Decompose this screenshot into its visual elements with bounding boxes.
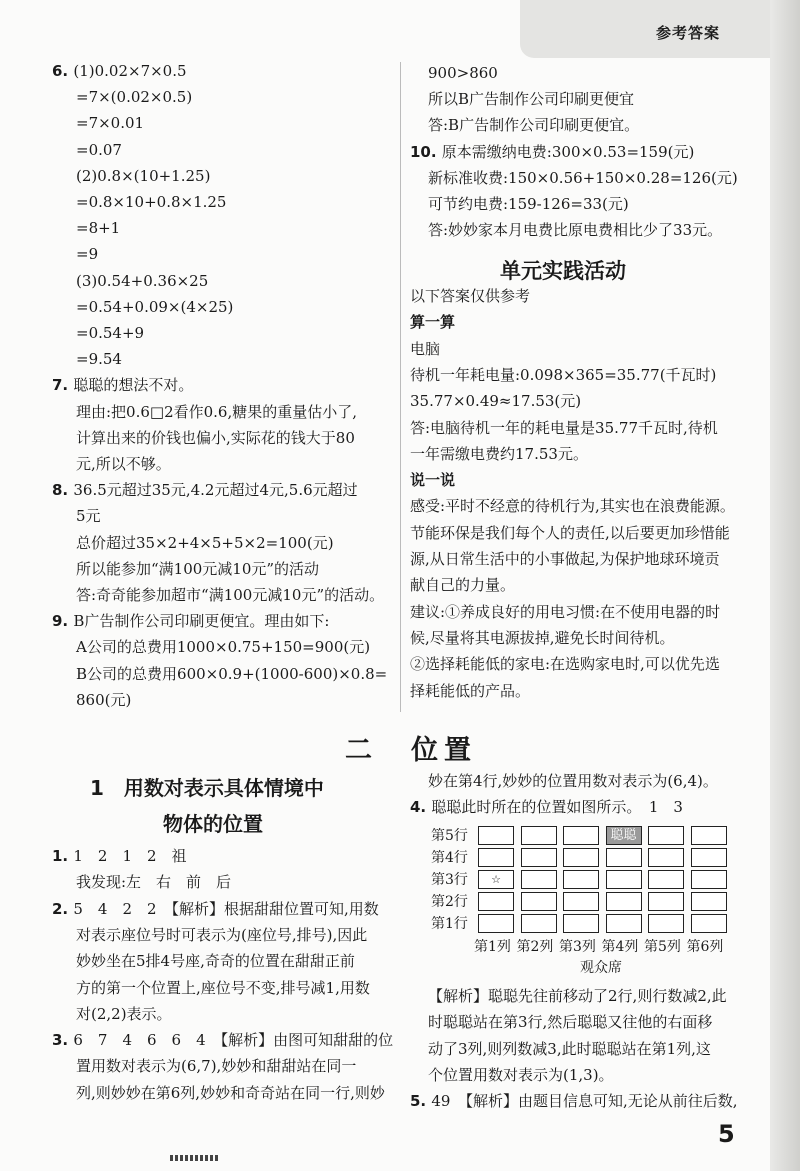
answer-line: [76, 1003, 172, 1025]
answer-text: =0.54+9: [76, 324, 145, 342]
question-number: 3.: [52, 1031, 74, 1050]
answer-line: [410, 364, 716, 386]
answer-line: [76, 243, 98, 265]
seat-cell: [606, 914, 642, 933]
section-title-line2: 物体的位置: [163, 812, 263, 836]
answer-text: 聪聪此时所在的位置如图所示。 1 3: [431, 798, 683, 817]
section-title-line1: 1 用数对表示具体情境中: [90, 776, 324, 800]
answer-text: 感受:平时不经意的待机行为,其实也在浪费能源。: [410, 497, 735, 516]
answer-line: [76, 532, 334, 554]
answer-line: [428, 167, 738, 189]
answer-text: 35.77×0.49≈17.53(元): [410, 392, 582, 411]
chapter-title: 二 位置: [345, 735, 477, 766]
answer-line: [76, 950, 355, 972]
answer-line: [76, 924, 367, 946]
seat-cell: [606, 870, 642, 889]
seat-cell: [478, 848, 514, 867]
answer-text: 答:妙妙家本月电费比原电费相比少了33元。: [428, 221, 723, 240]
answer-line: [410, 796, 683, 818]
answer-text: 元,所以不够。: [76, 455, 171, 473]
answer-text: 聪聪的想法不对。: [73, 376, 194, 395]
answer-text: 说一说: [410, 471, 456, 490]
header-title: 参考答案: [655, 24, 720, 42]
header-tab: [520, 0, 770, 58]
footer-barcode: [170, 1155, 218, 1161]
seat-cell: [648, 848, 684, 867]
question-number: 8.: [52, 481, 74, 500]
answer-line: [410, 285, 530, 307]
answer-text: 节能环保是我们每个人的责任,以后要更加珍惜能: [410, 523, 730, 542]
answer-line: [76, 270, 208, 292]
answer-text: 待机一年耗电量:0.098×365=35.77(千瓦时): [410, 365, 717, 384]
column-divider: [400, 62, 401, 712]
column-label: 第1列: [474, 939, 511, 955]
answer-text: ②选择耗能低的家电:在选购家电时,可以优先选: [410, 655, 720, 674]
answer-line: [428, 219, 722, 241]
answer-line: [52, 898, 379, 920]
answer-text: 电脑: [410, 339, 441, 358]
answer-line: [428, 770, 718, 792]
seat-cell: [691, 848, 727, 867]
answer-line: [76, 636, 370, 658]
answer-line: [76, 453, 171, 475]
question-number: 6.: [52, 62, 74, 80]
question-number: 2.: [52, 899, 74, 918]
answer-text: 建议:①养成良好的用电习惯:在不使用电器的时: [410, 602, 721, 621]
answer-line: [410, 495, 735, 517]
answer-text: 所以能参加“满100元减10元”的活动: [76, 559, 320, 578]
question-number: 9.: [52, 612, 74, 631]
seat-cell: [691, 892, 727, 911]
question-number: 1.: [52, 847, 74, 865]
seat-cell: [521, 914, 557, 933]
answer-text: 以下答案仅供参考: [410, 287, 531, 305]
answer-line: [428, 1038, 711, 1060]
answer-line: [52, 610, 329, 632]
answer-line: [410, 548, 720, 570]
answer-line: [76, 558, 319, 580]
seat-cell: [478, 892, 514, 911]
answer-text: 时聪聪站在第3行,然后聪聪又往他的右面移: [428, 1013, 713, 1032]
answer-line: [76, 427, 355, 449]
answer-text: 49 【解析】由题目信息可知,无论从前往后数,: [431, 1092, 738, 1111]
answer-text: 一年需缴电费约17.53元。: [410, 444, 588, 463]
answer-text: 可节约电费:159-126=33(元): [428, 195, 629, 213]
answer-text: 算一算: [410, 313, 456, 332]
question-number: 7.: [52, 376, 74, 395]
answer-line: [410, 653, 720, 675]
answer-text: 所以B广告制作公司印刷更便宜: [428, 90, 635, 109]
answer-line: [76, 663, 387, 685]
answer-line: [410, 338, 440, 360]
answer-text: 总价超过35×2+4×5+5×2=100(元): [76, 533, 334, 552]
answer-line: [76, 322, 144, 344]
question-number: 5.: [410, 1092, 432, 1111]
row-label: 第5行: [431, 828, 468, 844]
answer-line: [410, 390, 581, 412]
answer-line: [76, 86, 192, 108]
answer-text: =7×0.01: [76, 114, 145, 133]
row-label: 第1行: [431, 916, 468, 932]
answer-text: 妙妙坐在5排4号座,奇奇的位置在甜甜正前: [76, 952, 355, 971]
answer-line: [76, 505, 101, 527]
answer-text: =0.8×10+0.8×1.25: [76, 193, 227, 211]
seat-cell: [691, 870, 727, 889]
answer-text: A公司的总费用1000×0.75+150=900(元): [76, 638, 371, 657]
seat-cell: [606, 892, 642, 911]
answer-text: (3)0.54+0.36×25: [76, 271, 209, 290]
column-label: 第4列: [601, 939, 639, 955]
seat-cell: [563, 914, 599, 933]
answer-text: 【解析】聪聪先往前移动了2行,则行数减2,此: [428, 987, 727, 1005]
practice-title: 单元实践活动: [500, 259, 626, 283]
answer-line: [410, 469, 455, 491]
answer-line: [52, 479, 358, 501]
answer-text: 原本需缴纳电费:300×0.53=159(元): [441, 142, 695, 161]
answer-text: 妙在第4行,妙妙的位置用数对表示为(6,4)。: [428, 772, 718, 790]
answer-line: [410, 1090, 738, 1112]
answer-text: 源,从日常生活中的小事做起,为保护地球环境贡: [410, 550, 720, 568]
seat-cell: [563, 870, 599, 889]
answer-line: [428, 114, 639, 136]
column-label: 第5列: [644, 939, 681, 955]
seat-cell: [691, 914, 727, 933]
seat-cell: [521, 848, 557, 867]
answer-line: [410, 574, 515, 596]
column-label: 第2列: [516, 939, 554, 955]
seat-cell: [606, 848, 642, 867]
answer-line: [52, 845, 187, 867]
answer-line: [52, 60, 187, 82]
answer-text: 计算出来的价钱也偏小,实际花的钱大于80: [76, 428, 355, 447]
answer-text: =9.54: [76, 350, 122, 369]
seat-cell: [648, 826, 684, 845]
answer-line: [76, 689, 131, 711]
answer-text: 献自己的力量。: [410, 576, 516, 595]
answer-text: 1 2 1 2 祖: [73, 847, 187, 865]
seat-cell: [648, 914, 684, 933]
answer-text: 5 4 2 2 【解析】根据甜甜位置可知,用数: [73, 899, 379, 918]
answer-line: [52, 1029, 393, 1051]
answer-line: [410, 443, 588, 465]
column-label: 第3列: [559, 939, 596, 955]
answer-text: 对(2,2)表示。: [76, 1004, 172, 1023]
column-label: 第6列: [686, 939, 724, 955]
answer-line: [428, 985, 727, 1007]
answer-text: 答:电脑待机一年的耗电量是35.77千瓦时,待机: [410, 418, 718, 437]
answer-line: [76, 191, 226, 213]
row-label: 第3行: [431, 872, 468, 888]
answer-text: B公司的总费用600×0.9+(1000-600)×0.8=: [76, 664, 388, 683]
row-label: 第4行: [431, 850, 468, 866]
answer-text: 个位置用数对表示为(1,3)。: [428, 1065, 614, 1084]
answer-line: [410, 141, 694, 163]
seat-cell: [563, 826, 599, 845]
answer-line: [76, 139, 122, 161]
seat-cell: [521, 826, 557, 845]
answer-line: [76, 977, 370, 999]
seat-cell: [648, 892, 684, 911]
answer-text: 理由:把0.6□2看作0.6,糖果的重量估小了,: [76, 402, 358, 421]
page-number: 5: [718, 1120, 735, 1148]
answer-text: 6 7 4 6 6 4 【解析】由图可知甜甜的位: [73, 1031, 394, 1050]
answer-line: [76, 112, 144, 134]
answer-line: [410, 311, 455, 333]
seat-cell: [521, 892, 557, 911]
answer-text: =0.54+0.09×(4×25): [76, 297, 234, 316]
answer-line: [76, 217, 120, 239]
answer-line: [410, 680, 530, 702]
answer-line: [76, 165, 210, 187]
answer-text: 动了3列,则列数减3,此时聪聪站在第1列,这: [428, 1039, 711, 1058]
answer-text: 860(元): [76, 690, 132, 709]
answer-text: 5元: [76, 507, 101, 526]
answer-text: 新标准收费:150×0.56+150×0.28=126(元): [428, 168, 738, 187]
question-number: 4.: [410, 798, 432, 817]
answer-line: [428, 1064, 614, 1086]
answer-text: 列,则妙妙在第6列,妙妙和奇奇站在同一行,则妙: [76, 1083, 385, 1102]
answer-text: =0.07: [76, 140, 122, 159]
seat-cell: [563, 892, 599, 911]
page-edge: [770, 0, 800, 1171]
answer-line: [410, 522, 730, 544]
answer-text: 36.5元超过35元,4.2元超过4元,5.6元超过: [73, 481, 358, 500]
answer-text: 答:B广告制作公司印刷更便宜。: [428, 116, 640, 135]
answer-line: [428, 1011, 712, 1033]
answer-text: 我发现:左 右 前 后: [76, 873, 232, 892]
answer-line: [410, 601, 720, 623]
answer-text: 对表示座位号时可表示为(座位号,排号),因此: [76, 925, 368, 944]
answer-line: [76, 584, 384, 606]
answer-line: [410, 627, 675, 649]
answer-text: 900>860: [428, 64, 498, 82]
question-number: 10.: [410, 142, 442, 161]
answer-line: [52, 374, 193, 396]
seat-cell: [521, 870, 557, 889]
answer-line: [76, 871, 231, 893]
seat-cell: [478, 826, 514, 845]
seat-cell-star: ☆: [478, 870, 514, 889]
answer-text: 候,尽量将其电源拔掉,避免长时间待机。: [410, 628, 675, 647]
answer-text: =8+1: [76, 219, 121, 238]
seat-cell: [478, 914, 514, 933]
answer-line: [428, 62, 498, 84]
answer-text: (1)0.02×7×0.5: [73, 62, 187, 80]
answer-line: [428, 193, 629, 215]
seat-cell: [648, 870, 684, 889]
answer-line: [76, 348, 122, 370]
seat-cell: [563, 848, 599, 867]
answer-line: [76, 296, 233, 318]
answer-text: 置用数对表示为(6,7),妙妙和甜甜站在同一: [76, 1057, 357, 1076]
chart-caption: 观众席: [580, 960, 622, 976]
answer-line: [428, 88, 634, 110]
answer-text: (2)0.8×(10+1.25): [76, 166, 211, 185]
answer-line: [76, 1055, 356, 1077]
seat-cell: [691, 826, 727, 845]
answer-line: [76, 401, 357, 423]
seat-cell-congcong: 聪聪: [606, 826, 642, 845]
answer-text: 答:奇奇能参加超市“满100元减10元”的活动。: [76, 586, 385, 604]
answer-text: =7×(0.02×0.5): [76, 88, 193, 107]
row-label: 第2行: [431, 894, 468, 910]
answer-line: [410, 417, 718, 439]
answer-text: =9: [76, 245, 99, 264]
answer-line: [76, 1082, 385, 1104]
answer-text: 择耗能低的产品。: [410, 681, 531, 700]
answer-text: B广告制作公司印刷更便宜。理由如下:: [73, 612, 330, 631]
answer-text: 方的第一个位置上,座位号不变,排号减1,用数: [76, 978, 370, 997]
